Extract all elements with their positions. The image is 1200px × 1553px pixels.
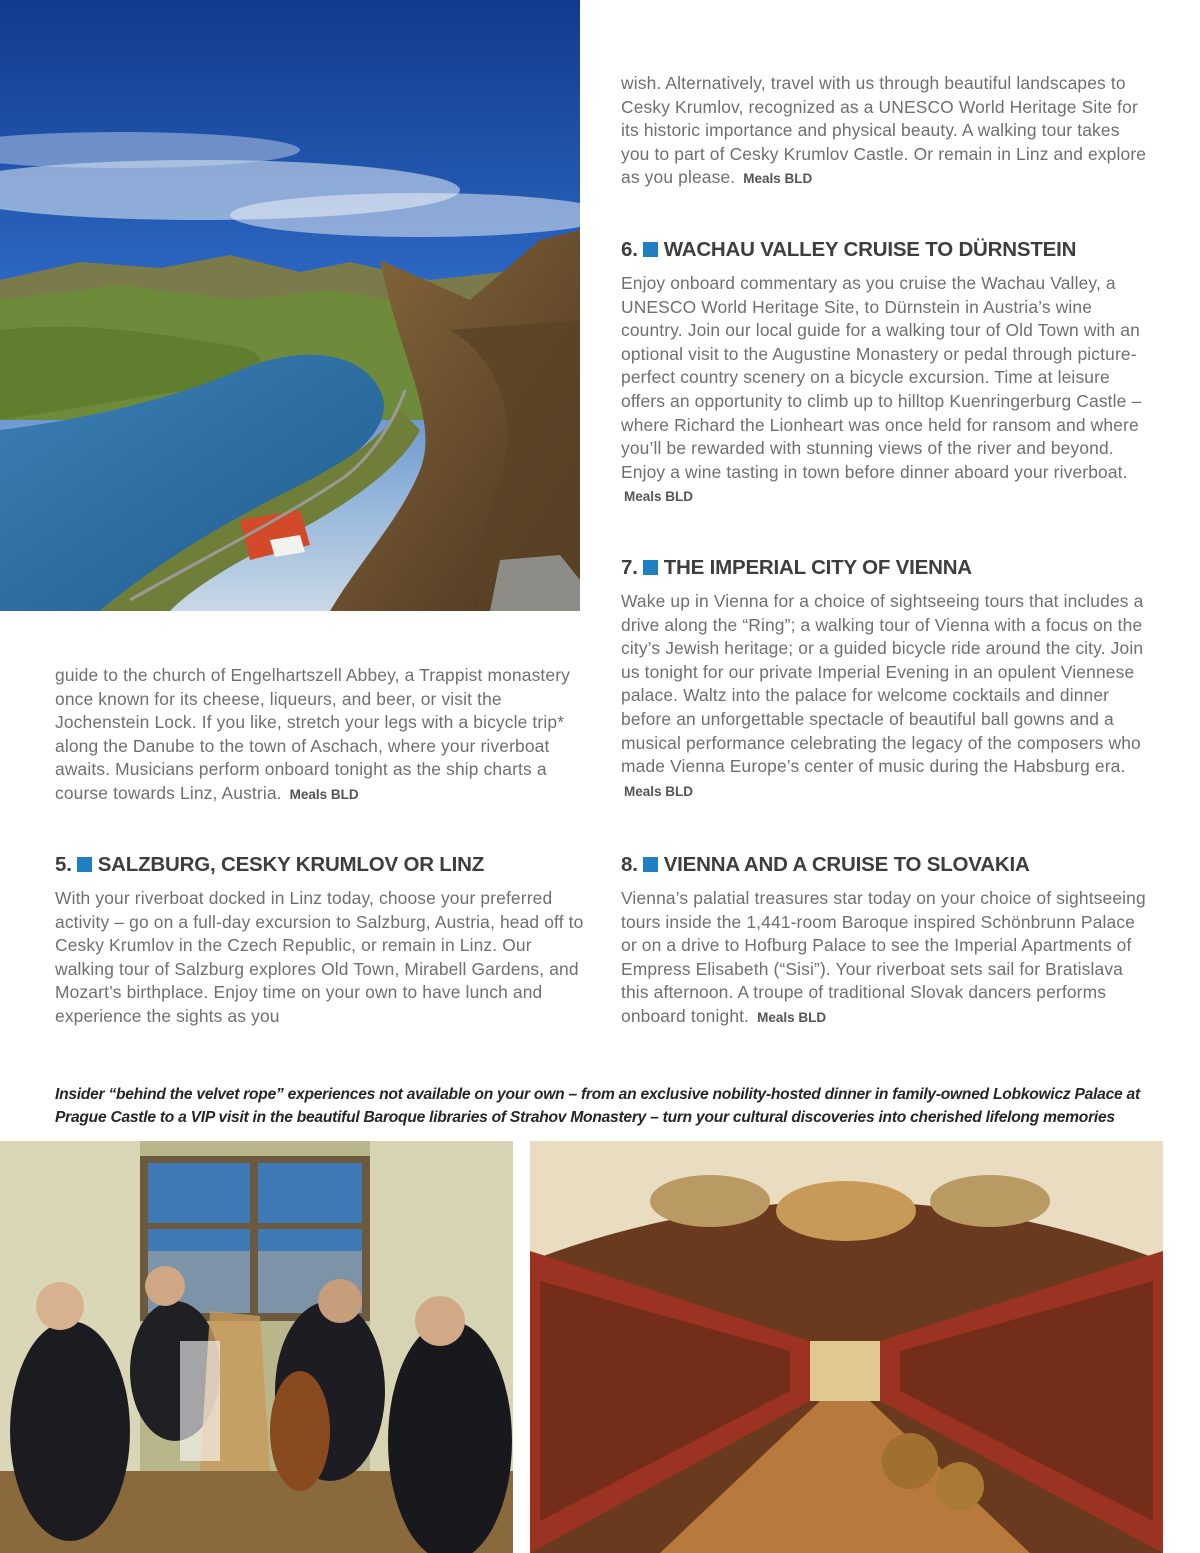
day-number: 8.: [621, 853, 638, 876]
day-5-section: [55, 852, 585, 1029]
continued-text-top: [621, 72, 1151, 191]
day-number: 6.: [621, 238, 638, 261]
meals-label: Meals BLD: [289, 786, 359, 802]
day-title: SALZBURG, CESKY KRUMLOV OR LINZ: [97, 853, 485, 876]
day-6-text: [621, 272, 1151, 509]
day-number: 7.: [621, 556, 638, 579]
string-quartet-photo: [0, 1141, 513, 1553]
day-8-section: [621, 852, 1151, 1030]
blue-square-icon: [643, 242, 658, 257]
day-8-heading: [621, 852, 1151, 878]
day-title: THE IMPERIAL CITY OF VIENNA: [663, 556, 972, 579]
continued-top-body: wish. Alternatively, travel with us through beautiful landscapes to Cesky Krumlov, recognized as a UNESCO World Heritage Site for its historic importance and physical beauty. A walking tour takes you to part of Cesky Krumlov Castle. Or remain in Linz and explore as you please.: [621, 73, 1147, 188]
day-title: VIENNA AND A CRUISE TO SLOVAKIA: [663, 853, 1030, 876]
day-6-section: [621, 237, 1151, 509]
day-5-heading: [55, 852, 585, 878]
meals-label: Meals BLD: [743, 171, 813, 187]
day-title: WACHAU VALLEY CRUISE TO DÜRNSTEIN: [663, 238, 1077, 261]
day-5-text: [55, 887, 585, 1029]
meals-label: Meals BLD: [624, 489, 694, 505]
day-5-body: With your riverboat docked in Linz today, choose your preferred activity – go on a full-day excursion to Salzburg, Austria, head off to Cesky Krumlov in the Czech Republic, or remain in Linz. Our walking tour of Salzburg explores Old Town, Mirabell Gardens, and Mozart’s birthplace. Enjoy time on your own to have lunch and experience the sights as you: [55, 888, 584, 1026]
day-8-text: [621, 887, 1151, 1030]
strahov-library-photo: [530, 1141, 1163, 1553]
meals-label: Meals BLD: [624, 783, 694, 799]
blue-square-icon: [643, 857, 658, 872]
day-8-body: Vienna’s palatial treasures star today on your choice of sightseeing tours inside the 1,441-room Baroque inspired Schönbrunn Palace or on a drive to Hofburg Palace to see the Imperial Apartments of Empress Elisabeth (“Sisi”). Your riverboat sets sail for Bratislava this afternoon. A troupe of traditional Slovak dancers performs onboard tonight.: [621, 888, 1146, 1026]
photo-caption: Insider “behind the velvet rope” experiences not available on your own – from an exclusive nobility-hosted dinner in family-owned Lobkowicz Palace at Prague Castle to a VIP visit in the beautiful Baroque libraries of Strahov Monastery – turn your cultural discoveries into cherished lifelong memories: [55, 1086, 1140, 1126]
day-6-body: Enjoy onboard commentary as you cruise the Wachau Valley, a UNESCO World Heritage Site, to Dürnstein in Austria’s wine country. Join our local guide for a walking tour of Old Town with an optional visit to the Augustine Monastery or pedal through picture-perfect country scenery on a bicycle excursion. Time at leisure offers an opportunity to climb up to hilltop Kuenringerburg Castle – where Richard the Lionheart was once held for ransom and where you’ll be rewarded with stunning views of the river and beyond. Enjoy a wine tasting in town before dinner aboard your riverboat.: [621, 273, 1142, 482]
day-7-heading: [621, 555, 1151, 581]
day-6-heading: [621, 237, 1151, 263]
continued-left-body: guide to the church of Engelhartszell Abbey, a Trappist monastery once known for its cheese, liqueurs, and beer, or visit the Jochenstein Lock. If you like, stretch your legs with a bicycle trip* along the Danube to the town of Aschach, where your riverboat awaits. Musicians perform onboard tonight as the ship charts a course towards Linz, Austria.: [55, 665, 571, 803]
blue-square-icon: [77, 857, 92, 872]
day-7-text: [621, 590, 1151, 803]
day-7-body: Wake up in Vienna for a choice of sightseeing tours that includes a drive along the “Ring”; a walking tour of Vienna with a focus on the city’s Jewish heritage; or a guided bicycle ride around the city. Join us tonight for our private Imperial Evening in an opulent Viennese palace. Waltz into the palace for welcome cocktails and dinner before an unforgettable spectacle of beautiful ball gowns and a musical performance celebrating the legacy of the composers who made Vienna Europe’s center of music during the Habsburg era.: [621, 591, 1144, 777]
meals-label: Meals BLD: [757, 1009, 827, 1025]
continued-text-left: [55, 664, 585, 807]
wachau-valley-photo: [0, 0, 580, 611]
day-number: 5.: [55, 853, 72, 876]
day-7-section: [621, 555, 1151, 803]
blue-square-icon: [643, 560, 658, 575]
